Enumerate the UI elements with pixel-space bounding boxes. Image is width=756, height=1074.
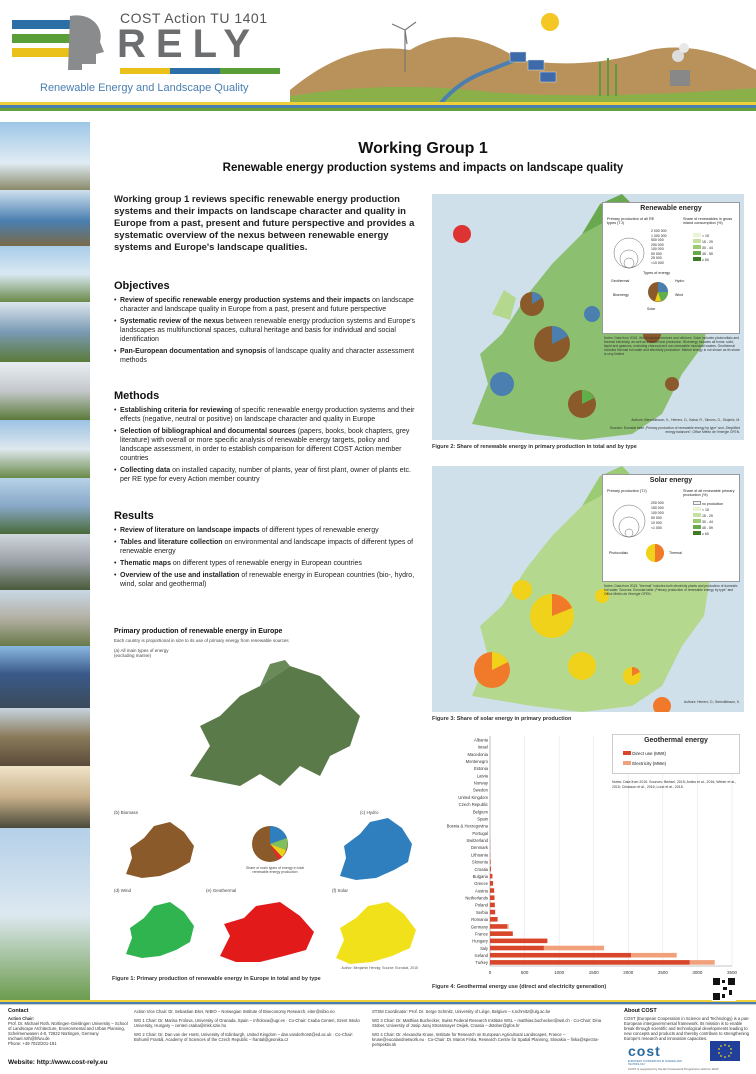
y-tick-label: Czech Republic bbox=[458, 802, 488, 808]
size-legend-circles bbox=[609, 499, 649, 539]
photo-solar-house bbox=[0, 246, 90, 302]
y-tick-label: France bbox=[474, 931, 488, 937]
bar-italy-electricity bbox=[544, 946, 604, 951]
photo-wind-turbines bbox=[0, 122, 90, 190]
x-tick-label: 0 bbox=[488, 970, 492, 975]
bar-germany-electricity bbox=[507, 924, 508, 929]
y-tick-label: Turkey bbox=[475, 960, 488, 966]
brand-title: RELY bbox=[117, 22, 261, 66]
legend-swatch-direct bbox=[623, 751, 631, 755]
footer bbox=[0, 1004, 756, 1074]
figure-2-authors: Authors: Benediktsson, K., Herrero, D., Kabai, R., Simons, G., Stupinić, M. bbox=[631, 418, 740, 422]
bar-germany-direct bbox=[490, 924, 507, 929]
list-item: • Selection of bibliographical and documental sources (papers, books, book chapters, grey literature) with overall or more specific analysis of renewable energy targets, policy and landscape assessment, in order to establish comparison for different COST Action member countries bbox=[114, 427, 419, 463]
wg1-chairs: WG 1 Chair: Dr. Marina Frolova, University of Granada, Spain – mfrolova@ugr.es · Co-Chair: Csaba Centeri, Szent István University, Hungary – centeri.csaba@mkk.szie.hu bbox=[134, 1018, 360, 1028]
hydro-map bbox=[332, 816, 418, 882]
about-text: COST (European Cooperation in Science and Technology) is a pan-European intergovernmental framework. Its mission is to enable break-through scientific and technological developments leading to new concepts and products and thereby contribute to strengthening Europe's research and innovation capacities. bbox=[624, 1016, 750, 1041]
y-tick-label: Albania bbox=[474, 737, 488, 743]
main-content bbox=[90, 122, 756, 1002]
figure-1-title: Primary production of renewable energy in Europe bbox=[114, 628, 283, 635]
y-tick-label: Serbia bbox=[475, 909, 488, 915]
brand-underline-yellow bbox=[120, 68, 170, 74]
y-tick-label: Germany bbox=[470, 924, 488, 930]
y-tick-label: Iceland bbox=[474, 953, 488, 959]
photo-power-station bbox=[0, 420, 90, 478]
y-tick-label: United Kingdom bbox=[458, 794, 488, 800]
bar-netherlands-direct bbox=[490, 895, 494, 900]
photo-pv-array bbox=[0, 646, 90, 708]
type-label: Bioenergy bbox=[613, 293, 629, 297]
page-title: Working Group 1 bbox=[358, 140, 488, 157]
y-tick-label: Latvia bbox=[476, 773, 488, 779]
figure-2-legend bbox=[602, 202, 740, 334]
eu-flag-icon bbox=[710, 1041, 740, 1061]
y-tick-label: Macedonia bbox=[467, 751, 488, 757]
photo-reservoir bbox=[0, 190, 90, 246]
figure-1-subtitle: Each country is proportional in size to its use of primary energy from renewable sources bbox=[114, 638, 289, 643]
energy-share-pie bbox=[250, 824, 290, 864]
legend-title: Solar energy bbox=[649, 477, 693, 484]
size-legend-labels: 2 000 000 1 000 000 500 000 250 000 100 000 50 000 25 000 <10 000 bbox=[651, 229, 667, 265]
types-title: Types of energy bbox=[643, 271, 671, 275]
share-classes: < 15 15 - 29 30 - 44 45 - 59 ≥ 60 bbox=[693, 233, 713, 263]
contact-address: Prof. Dr. Michael Roth, Nürtingen-Geislingen University – School of Landscape Architecture, Environmental and Urban Planning, Schelmenwasen 4-8, 72622 Nürtingen, Germany bbox=[8, 1021, 128, 1036]
figure-2-source: Sources: Eurostat table „Primary production of renewable energy by type" and „Simplified energy balances"; Office Météo de l'énergie OFEN. bbox=[609, 426, 740, 434]
legend-swatch-electricity bbox=[623, 761, 631, 765]
y-tick-label: Slovenia bbox=[471, 859, 488, 865]
type-label: Wind bbox=[675, 293, 683, 297]
bar-iceland-direct bbox=[490, 953, 631, 958]
figure-3-map bbox=[432, 466, 744, 712]
contact-block bbox=[8, 1009, 128, 1046]
x-tick-label: 2000 bbox=[623, 970, 634, 975]
figure-1-panel-a-label: (a) All main types of energy (excluding marine) bbox=[114, 648, 169, 658]
figure-1-panel-f-label: (f) Solar bbox=[332, 888, 349, 893]
website-label: Website: bbox=[8, 1059, 35, 1066]
objectives-heading: Objectives bbox=[114, 280, 170, 292]
figure-4 bbox=[432, 730, 744, 982]
y-tick-label: Sweden bbox=[472, 787, 488, 793]
action-title: COST Action TU 1401 bbox=[120, 10, 268, 26]
figure-1-caption: Figure 1: Primary production of renewable energy in Europe in total and by type bbox=[112, 976, 321, 982]
bar-greece-direct bbox=[490, 881, 493, 886]
figure-1 bbox=[110, 626, 422, 986]
bar-iceland-electricity bbox=[631, 953, 677, 958]
working-groups-left bbox=[134, 1009, 364, 1042]
x-tick-label: 3500 bbox=[726, 970, 738, 975]
photo-solar-farm bbox=[0, 478, 90, 534]
rely-logo-icon bbox=[12, 12, 104, 70]
eu-note: COST is supported by the EU Framework Programme Horizon 2020 bbox=[628, 1067, 719, 1071]
type-label: Photovoltaic bbox=[609, 551, 629, 555]
list-item: • Pan-European documentation and synopsis of landscape quality and character assessment methods bbox=[114, 347, 419, 365]
x-tick-label: 1000 bbox=[554, 970, 565, 975]
vice-chair: Action Vice Chair: Dr. Sebastian Eiter, NIBIO – Norwegian Institute of Bioeconomy Research, eiter@nibio.no bbox=[134, 1009, 335, 1014]
wg4-chairs: WG 4 Chair: Dr. Alexandra Kruse, Institute for Research on European Agricultural Landscapes, France – kruse@eucalandnetwork.eu · Co-Chair: Dr. Maros Finka, Research Centre for Spatial Planning, Slovakia – finka@spectra-perspektiv.sk bbox=[372, 1032, 599, 1047]
y-tick-label: Hungary bbox=[472, 938, 488, 944]
figure-3-notes: Notes: Data from 2015. "thermal" includes both electricity plants and production of domestic hot water. Sources: Eurostat table „Primary production of renewable energy by type" and Office Météo de l'énergie OFEN. bbox=[604, 584, 738, 596]
cost-logo-sub: EUROPEAN COOPERATION IN SCIENCE AND TECHNOLOGY bbox=[628, 1060, 682, 1066]
chart-title: Geothermal energy bbox=[644, 737, 708, 744]
about-heading: About COST bbox=[624, 1008, 657, 1014]
types-pie-icon bbox=[643, 277, 673, 307]
photo-strip bbox=[0, 122, 90, 1002]
photo-wind-farm-field bbox=[0, 828, 90, 1002]
figure-4-notes: Notes: Data from 2015. Sources: Bertani, 2015; Antics et al., 2016; Weber et al., 2015; Chiasson et al., 2016; Lund et al., 2015. bbox=[612, 780, 737, 789]
bar-romania-direct bbox=[490, 917, 498, 922]
qr-code-icon[interactable] bbox=[712, 977, 736, 1001]
x-tick-label: 1500 bbox=[588, 970, 599, 975]
figure-1-panel-e-label: (e) Geothermal bbox=[206, 888, 237, 893]
list-item: • Systematic review of the nexus between renewable energy production systems and Europe's landscapes as multifunctional spaces, cultural heritage and basis for individual and social identification bbox=[114, 317, 419, 344]
legend-left-title: Primary production (TJ) bbox=[607, 489, 647, 493]
list-item: • Establishing criteria for reviewing of specific renewable energy production systems and their effects (negative, neutral or positive) on landscape character and quality in Europe bbox=[114, 406, 419, 424]
x-tick-label: 3000 bbox=[692, 970, 703, 975]
brand-underline-green bbox=[220, 68, 280, 74]
size-legend-circles bbox=[609, 229, 649, 269]
sun-icon bbox=[541, 13, 559, 31]
x-tick-label: 500 bbox=[520, 970, 529, 975]
stsm-coordinator: STSM Coordinator: Prof. Dr. Serge Schmitz, University of Liège, Belgium – s.schmitz@ulg.ac.be bbox=[372, 1009, 551, 1014]
results-list bbox=[114, 526, 419, 592]
figure-1-panel-b-label: (b) Biomass bbox=[114, 810, 139, 815]
type-label: Geothermal bbox=[611, 279, 630, 283]
bar-france-direct bbox=[490, 931, 513, 936]
size-legend-labels: 200 000 150 000 100 000 50 000 10 000 <1 000 bbox=[651, 501, 664, 530]
y-tick-label: Estonia bbox=[474, 766, 488, 772]
list-item: • Collecting data on installed capacity, number of plants, year of first plant, owner of plants etc. per RE type for every Action member country bbox=[114, 466, 419, 484]
geothermal-map bbox=[210, 896, 320, 966]
y-tick-label: Israel bbox=[477, 744, 488, 750]
y-tick-label: Montenegro bbox=[465, 758, 488, 764]
figure-4-caption: Figure 4: Geothermal energy use (direct and electricity generation) bbox=[432, 984, 607, 990]
y-tick-label: Poland bbox=[474, 902, 488, 908]
y-tick-label: Croatia bbox=[474, 866, 488, 872]
photo-geothermal-field bbox=[0, 590, 90, 646]
figure-1-panel-d-label: (d) Wind bbox=[114, 888, 132, 893]
legend-right-title: Share of renewables in gross inland consumption (%) bbox=[683, 217, 733, 225]
y-tick-label: Switzerland bbox=[466, 838, 488, 844]
wg2-chairs: WG 2 Chair: Dr. Dan van der Horst, University of Edinburgh, United Kingdom – dan.vanderhorst@ed.ac.uk · Co-Chair: Bohumil Frantál, Academy of Sciences of the Czech Republic – frantal@geonika.cz bbox=[134, 1032, 354, 1042]
y-tick-label: Norway bbox=[473, 780, 488, 786]
bar-poland-direct bbox=[490, 903, 495, 908]
y-tick-label: Greece bbox=[474, 881, 488, 887]
photo-biogas-plant bbox=[0, 362, 90, 420]
figure-2-caption: Figure 2: Share of renewable energy in primary production in total and by type bbox=[432, 444, 637, 450]
y-tick-label: Portugal bbox=[472, 830, 488, 836]
type-label: Thermal bbox=[669, 551, 682, 555]
results-heading: Results bbox=[114, 510, 154, 522]
about-cost bbox=[624, 1009, 750, 1041]
pie-note: Share of main types of energy in total renewable energy production bbox=[246, 866, 304, 874]
bar-serbia-direct bbox=[490, 910, 495, 915]
methods-list bbox=[114, 406, 419, 487]
legend-left-title: Primary production of all RE types (TJ) bbox=[607, 217, 655, 225]
y-tick-label: Romania bbox=[471, 917, 488, 923]
contact-phone: Phone: +49 7022/201-181 bbox=[8, 1041, 57, 1046]
y-tick-label: Lithuania bbox=[471, 852, 488, 858]
bar-hungary-direct bbox=[490, 939, 547, 944]
landscape-illustration bbox=[290, 0, 756, 104]
bar-turkey-electricity bbox=[690, 960, 715, 965]
contact-sub: Action Chair: bbox=[8, 1016, 35, 1021]
intro-text: Working group 1 reviews specific renewable energy production systems and their impacts on landscape character and quality in Europe from a past, present and future perspective and provides a systematic overview of the nexus between renewable energy systems and Europe's landscape qualities. bbox=[114, 194, 415, 253]
list-item: • Thematic maps on different types of renewable energy in European countries bbox=[114, 559, 419, 568]
tagline: Renewable Energy and Landscape Quality bbox=[40, 82, 249, 94]
solar-types-pie-icon bbox=[643, 541, 667, 565]
header bbox=[0, 0, 756, 112]
contact-email[interactable]: michael.roth@hfwu.de bbox=[8, 1036, 50, 1041]
bar-slovenia-direct bbox=[490, 859, 491, 864]
type-label: Hydro bbox=[675, 279, 685, 283]
solar-map bbox=[328, 896, 420, 966]
figure-2-notes: Notes: Data from 2015. Wind includes onshore and offshore. Solar includes photovoltaic and thermal electricity, as well as thermal heat production. Bioenergy includes all forms: solid, liquid and gaseous, excluding charcoal and non-renewable municipal wastes. Geothermal includes thermal hot water and electricity production. Marine energy is not shown as its share is very limited. bbox=[604, 336, 740, 356]
photo-hydro-valley bbox=[0, 302, 90, 362]
brand-underline-blue bbox=[170, 68, 220, 74]
bar-bulgaria-direct bbox=[490, 874, 492, 879]
figure-2-map bbox=[432, 194, 744, 440]
header-stripe-green bbox=[0, 108, 756, 111]
list-item: • Review of literature on landscape impacts of different types of renewable energy bbox=[114, 526, 419, 535]
figure-3-caption: Figure 3: Share of solar energy in primary production bbox=[432, 716, 572, 722]
y-tick-label: Denmark bbox=[471, 845, 488, 851]
europe-cartogram-map bbox=[170, 656, 370, 796]
y-tick-label: Spain bbox=[477, 816, 488, 822]
list-item: • Tables and literature collection on environmental and landscape impacts of different types of renewable energy bbox=[114, 538, 419, 556]
legend-electricity: Electricity (MWe) bbox=[632, 761, 667, 766]
share-classes: no production < 15 15 - 29 30 - 44 45 - 59 ≥ 60 bbox=[693, 501, 723, 537]
objectives-list bbox=[114, 296, 419, 368]
list-item: • Overview of the use and installation of renewable energy in European countries (bio-, hydro, wind, solar and geothermal) bbox=[114, 571, 419, 589]
figure-4-legend bbox=[612, 734, 740, 774]
figure-3-authors: Authors: Herrero, D., Benediktsson, K. bbox=[683, 700, 740, 704]
y-tick-label: Italy bbox=[480, 945, 488, 951]
y-tick-label: Bosnia & Herzegovina bbox=[446, 823, 488, 829]
biomass-map bbox=[120, 818, 200, 880]
photo-mining bbox=[0, 708, 90, 766]
website-link[interactable]: http://www.cost-rely.eu bbox=[36, 1059, 108, 1066]
y-tick-label: Bulgaria bbox=[472, 873, 488, 879]
figure-1-panel-c-label: (c) Hydro bbox=[360, 810, 379, 815]
methods-heading: Methods bbox=[114, 390, 160, 402]
bar-italy-direct bbox=[490, 946, 544, 951]
wg3-chairs: WG 3 Chair: Dr. Matthias Buchecker, Swiss Federal Research Institute WSL – matthias.buchecker@wsl.ch · Co-Chair: Dina Stober, University of Josip Juraj Strossmayer Osijek, Croatia – dstober@gfos.hr bbox=[372, 1018, 602, 1028]
contact-heading: Contact bbox=[8, 1008, 29, 1014]
page-subtitle: Renewable energy production systems and impacts on landscape quality bbox=[222, 162, 624, 174]
figure-1-author: Author: Benjamin Hennig; Source: Eurostat, 2015 bbox=[341, 966, 418, 970]
wind-map bbox=[120, 898, 200, 960]
legend-right-title: Share of all renewable primary production (%) bbox=[683, 489, 735, 497]
photo-open-pit bbox=[0, 534, 90, 590]
y-tick-label: Belgium bbox=[472, 809, 488, 815]
y-tick-label: Netherlands bbox=[465, 895, 488, 901]
y-tick-label: Austria bbox=[474, 888, 488, 894]
bar-austria-direct bbox=[490, 888, 494, 893]
legend-title: Renewable energy bbox=[640, 205, 702, 212]
list-item: • Review of specific renewable energy production systems and their impacts on landscape character and landscape quality in Europe from a past, present and future perspective bbox=[114, 296, 419, 314]
x-tick-label: 2500 bbox=[657, 970, 668, 975]
working-groups-right bbox=[372, 1009, 612, 1047]
bar-croatia-direct bbox=[490, 867, 491, 872]
type-label: Solar bbox=[647, 307, 656, 311]
cost-logo: cost bbox=[628, 1043, 661, 1059]
photo-steam-plant bbox=[0, 766, 90, 828]
legend-direct-use: Direct use (MWt) bbox=[632, 751, 667, 756]
bar-turkey-direct bbox=[490, 960, 690, 965]
figure-3-legend bbox=[602, 474, 740, 582]
website bbox=[8, 1059, 108, 1066]
